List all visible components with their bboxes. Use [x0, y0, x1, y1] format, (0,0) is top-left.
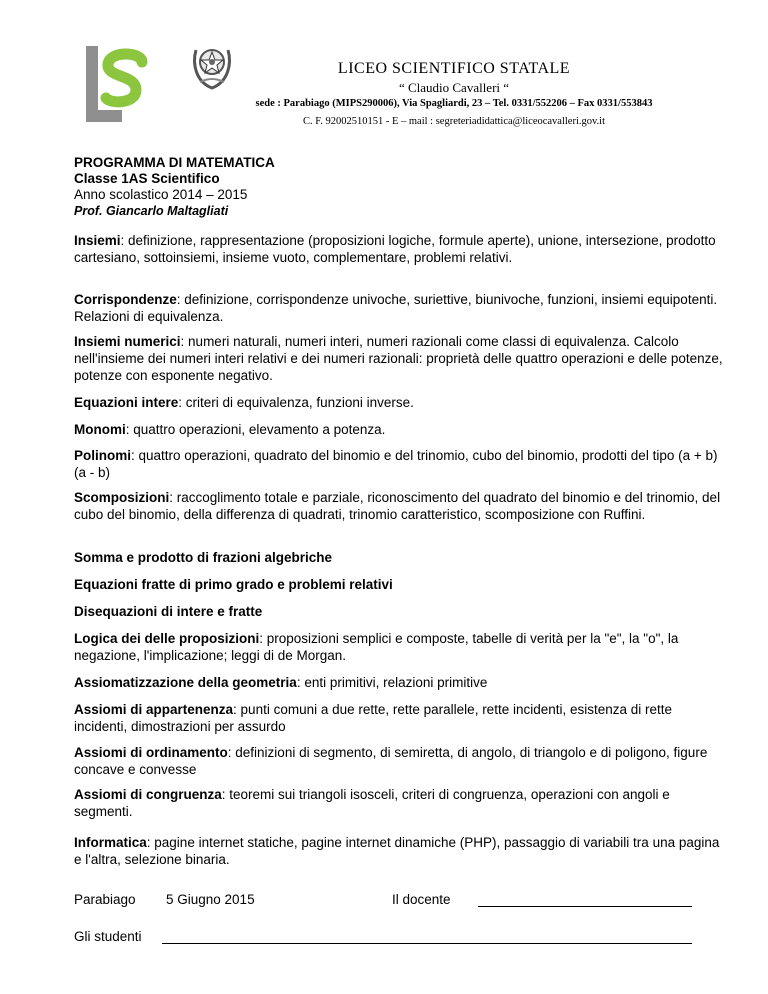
signature-place: Parabiago [74, 892, 136, 907]
topic-title: Insiemi [74, 233, 121, 248]
teacher-label: Il docente [392, 892, 451, 907]
topic-equazioni-fratte [74, 576, 724, 593]
topic-title: Disequazioni di intere e fratte [74, 604, 263, 619]
topic-title: Somma e prodotto di frazioni algebriche [74, 550, 333, 565]
topic-title: Assiomi di ordinamento [74, 745, 228, 760]
topic-title: Insiemi numerici [74, 334, 181, 349]
topic-title: Polinomi [74, 448, 131, 463]
topic-text: : pagine internet statiche, pagine internet dinamiche (PHP), passaggio di variabili tra una pagina e l'altra, selezione binaria. [74, 835, 720, 867]
topic-insiemi [74, 232, 724, 266]
topic-frazioni-algebriche [74, 549, 724, 566]
signature-date: 5 Giugno 2015 [166, 892, 255, 907]
topic-text: : teoremi sui triangoli isosceli, criteri di congruenza, operazioni con angoli e segmenti. [74, 787, 670, 819]
topic-text: : definizione, corrispondenze univoche, suriettive, biunivoche, funzioni, insiemi equipotenti. Relazioni di equivalenza. [74, 292, 718, 324]
topic-text: : definizioni di segmento, di semiretta, di angolo, di triangolo e di poligono, figure concave e convesse [74, 745, 708, 777]
topic-disequazioni [74, 603, 724, 620]
topic-text: : definizione, rappresentazione (proposizioni logiche, formule aperte), unione, intersezione, prodotto cartesiano, sottoinsiemi, insieme vuoto, complementare, problemi relativi. [74, 233, 716, 265]
topic-scomposizioni [74, 489, 724, 523]
class-name: Classe 1AS Scientifico [74, 171, 220, 186]
topic-polinomi [74, 447, 724, 481]
topic-assiomi-appartenenza [74, 701, 724, 735]
school-tax-email: C. F. 92002510151 - E – mail : segreteriadidattica@liceocavalleri.gov.it [302, 116, 606, 127]
teacher-name: Prof. Giancarlo Maltagliati [74, 204, 229, 218]
topic-title: Scomposizioni [74, 490, 170, 505]
topic-title: Corrispondenze [74, 292, 177, 307]
topic-text: : quattro operazioni, elevamento a potenza. [125, 422, 386, 437]
school-year: Anno scolastico 2014 – 2015 [74, 187, 248, 202]
topic-text: : proposizioni semplici e composte, tabelle di verità per la "e", la "o", la negazione, l'implicazione; leggi di de Morgan. [74, 631, 679, 663]
program-intro [74, 155, 275, 219]
topic-title: Assiomi di appartenenza [74, 702, 234, 717]
topic-equazioni-intere [74, 394, 724, 411]
topic-assiomi-ordinamento [74, 744, 724, 778]
students-signature-line [162, 943, 692, 944]
topic-insiemi-numerici [74, 333, 724, 384]
topic-text: : quattro operazioni, quadrato del binomio e del trinomio, cubo del binomio, prodotti del tipo (a + b)(a - b) [74, 448, 718, 480]
topic-informatica [74, 834, 724, 868]
school-subtitle: “ Claudio Cavalleri “ [398, 80, 510, 95]
topic-text: : numeri naturali, numeri interi, numeri razionali come classi di equivalenza. Calcolo nell'insieme dei numeri interi relativi e dei numeri razionali: proprietà delle quattro operazioni e delle potenze, potenze con esponente negativo. [74, 334, 723, 383]
topic-text: : criteri di equivalenza, funzioni inverse. [178, 395, 414, 410]
topic-title: Logica dei delle proposizioni [74, 631, 260, 646]
topic-title: Assiomatizzazione della geometria [74, 675, 297, 690]
topic-corrispondenze [74, 291, 724, 325]
teacher-signature-line [478, 906, 692, 907]
topic-title: Equazioni fratte di primo grado e problemi relativi [74, 577, 393, 592]
topic-text: : punti comuni a due rette, rette parallele, rette incidenti, esistenza di rette incidenti, dimostrazioni per assurdo [74, 702, 673, 734]
school-name: LICEO SCIENTIFICO STATALE [337, 60, 571, 77]
topic-title: Monomi [74, 422, 126, 437]
school-address: sede : Parabiago (MIPS290006), Via Spagliardi, 23 – Tel. 0331/552206 – Fax 0331/553843 [255, 98, 653, 109]
topic-text: : raccoglimento totale e parziale, riconoscimento del quadrato del binomio e del trinomio, del cubo del binomio, della differenza di quadrati, trinomio caratteristico, scomposizione con Ruffini. [74, 490, 721, 522]
program-title: PROGRAMMA DI MATEMATICA [74, 155, 275, 170]
topic-title: Equazioni intere [74, 395, 179, 410]
topic-text: : enti primitivi, relazioni primitive [296, 675, 488, 690]
topic-title: Informatica [74, 835, 147, 850]
topic-assiomi-congruenza [74, 786, 724, 820]
topic-title: Assiomi di congruenza [74, 787, 222, 802]
topic-assiomatizzazione [74, 674, 724, 691]
topic-monomi [74, 421, 724, 438]
topic-logica [74, 630, 724, 664]
students-label: Gli studenti [74, 929, 142, 944]
